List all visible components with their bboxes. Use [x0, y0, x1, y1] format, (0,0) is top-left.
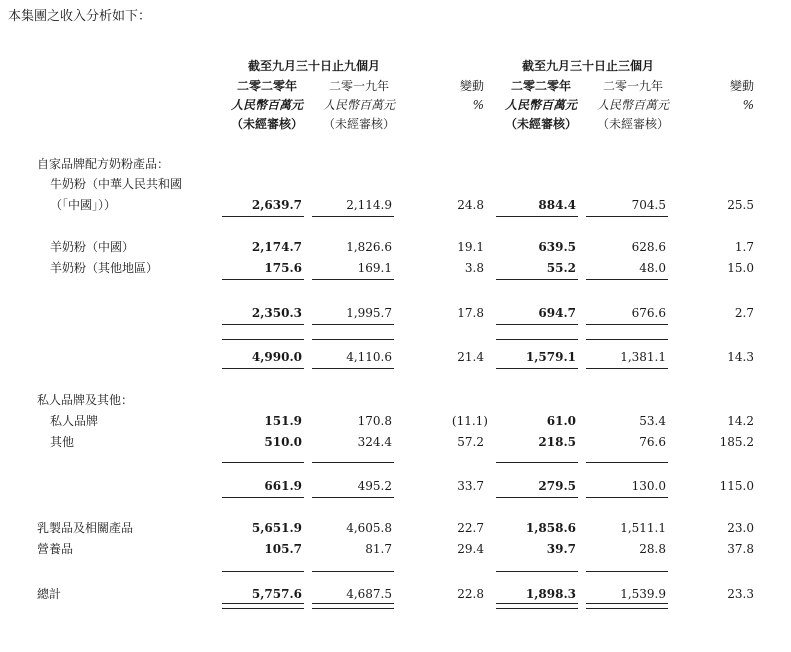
cell-3m-2020: 218.5	[538, 435, 576, 449]
double-underline	[586, 603, 668, 609]
underline	[586, 462, 668, 463]
underline	[496, 279, 578, 280]
underline	[312, 497, 394, 498]
header-3m-2019-unaudited: （未經審核）	[596, 117, 669, 131]
row-label: 羊奶粉（其他地區）	[50, 261, 159, 275]
cell-3m-2019: 628.6	[631, 240, 666, 254]
underline	[312, 339, 394, 340]
underline	[586, 368, 668, 369]
underline	[586, 216, 668, 217]
cell-3m-change: 37.8	[727, 542, 754, 556]
header-3m-2019: 二零一九年	[602, 79, 663, 93]
underline	[222, 462, 304, 463]
cell-3m-2020: 694.7	[538, 306, 576, 320]
cell-3m-2020: 1,858.6	[525, 521, 576, 535]
underline	[496, 497, 578, 498]
double-underline	[496, 603, 578, 609]
header-9m-2020-unaudited: （未經審核）	[230, 117, 303, 131]
row-label: 其他	[50, 435, 75, 449]
underline	[586, 324, 668, 325]
underline	[312, 368, 394, 369]
cell-3m-2019: 676.6	[631, 306, 666, 320]
cell-9m-2019: 81.7	[365, 542, 392, 556]
cell-9m-2019: 4,110.6	[346, 350, 392, 364]
cell-9m-2020: 105.7	[264, 542, 302, 556]
cell-9m-2020: 2,350.3	[251, 306, 302, 320]
cell-3m-change: 23.3	[727, 587, 754, 601]
underline	[312, 324, 394, 325]
cell-3m-change: 185.2	[719, 435, 754, 449]
cell-9m-2020: 510.0	[264, 435, 302, 449]
section-own-brand: 自家品牌配方奶粉產品：	[37, 157, 170, 171]
underline	[312, 571, 394, 572]
cell-3m-2020: 1,579.1	[525, 350, 576, 364]
header-9m-2019-unaudited: （未經審核）	[322, 117, 395, 131]
cell-9m-change: 19.1	[457, 240, 484, 254]
cell-3m-2019: 1,381.1	[620, 350, 666, 364]
underline	[222, 279, 304, 280]
header-three-months: 截至九月三十日止三個月	[521, 59, 654, 73]
header-3m-2020-unaudited: （未經審核）	[504, 117, 577, 131]
cell-9m-2019: 2,114.9	[346, 198, 392, 212]
cell-9m-2020: 4,990.0	[251, 350, 302, 364]
underline	[222, 497, 304, 498]
header-3m-2020-currency: 人民幣百萬元	[504, 98, 577, 112]
cell-9m-2020: 5,651.9	[251, 521, 302, 535]
cell-9m-change: (11.1)	[451, 414, 488, 428]
cell-9m-change: 21.4	[457, 350, 484, 364]
cell-3m-2019: 704.5	[631, 198, 666, 212]
cell-3m-2019: 28.8	[639, 542, 666, 556]
row-label: 營養品	[37, 542, 74, 556]
underline	[222, 216, 304, 217]
underline	[222, 339, 304, 340]
row-label: 羊奶粉（中國）	[50, 240, 135, 254]
cell-9m-change: 17.8	[457, 306, 484, 320]
row-label-total: 總計	[37, 587, 62, 601]
cell-3m-2019: 48.0	[639, 261, 666, 275]
cell-9m-change: 22.7	[457, 521, 484, 535]
cell-9m-2019: 1,995.7	[346, 306, 392, 320]
cell-3m-2019: 1,539.9	[620, 587, 666, 601]
cell-9m-change: 33.7	[457, 479, 484, 493]
header-3m-percent: %	[742, 98, 754, 112]
cell-9m-2019: 169.1	[357, 261, 392, 275]
cell-3m-2020: 61.0	[546, 414, 576, 428]
cell-3m-change: 14.2	[727, 414, 754, 428]
underline	[222, 368, 304, 369]
underline	[312, 216, 394, 217]
cell-9m-2020: 5,757.6	[251, 587, 302, 601]
underline	[496, 462, 578, 463]
cell-9m-2019: 495.2	[357, 479, 392, 493]
header-9m-percent: %	[472, 98, 484, 112]
cell-3m-change: 15.0	[727, 261, 754, 275]
cell-9m-2019: 4,687.5	[346, 587, 392, 601]
cell-9m-2019: 1,826.6	[346, 240, 392, 254]
double-underline	[312, 603, 394, 609]
underline	[222, 571, 304, 572]
cell-9m-change: 29.4	[457, 542, 484, 556]
underline	[586, 497, 668, 498]
cell-9m-2020: 661.9	[264, 479, 302, 493]
underline	[586, 339, 668, 340]
header-3m-change: 變動	[729, 79, 754, 93]
cell-9m-2019: 170.8	[357, 414, 392, 428]
header-9m-2020-currency: 人民幣百萬元	[230, 98, 303, 112]
cell-3m-2019: 1,511.1	[620, 521, 666, 535]
cell-3m-change: 2.7	[734, 306, 754, 320]
row-label: 私人品牌	[50, 414, 99, 428]
underline	[222, 324, 304, 325]
cell-9m-2020: 2,639.7	[251, 198, 302, 212]
underline	[496, 339, 578, 340]
cell-3m-change: 23.0	[727, 521, 754, 535]
cell-3m-2019: 53.4	[639, 414, 666, 428]
cell-9m-change: 3.8	[464, 261, 484, 275]
header-9m-2019: 二零一九年	[328, 79, 389, 93]
cell-9m-2020: 151.9	[264, 414, 302, 428]
header-9m-2020: 二零二零年	[236, 79, 297, 93]
underline	[496, 368, 578, 369]
cell-3m-2020: 55.2	[546, 261, 576, 275]
row-label: 乳製品及相關產品	[37, 521, 134, 535]
cell-9m-2020: 2,174.7	[251, 240, 302, 254]
underline	[496, 571, 578, 572]
cell-3m-change: 25.5	[727, 198, 754, 212]
cell-9m-2019: 324.4	[357, 435, 392, 449]
underline	[496, 216, 578, 217]
section-private-brand: 私人品牌及其他：	[37, 393, 134, 407]
cell-3m-2020: 39.7	[546, 542, 576, 556]
cell-3m-2020: 1,898.3	[525, 587, 576, 601]
underline	[586, 279, 668, 280]
underline	[312, 279, 394, 280]
cell-3m-2020: 279.5	[538, 479, 576, 493]
underline	[586, 571, 668, 572]
intro-text: 本集團之收入分析如下：	[8, 9, 152, 24]
row-label: 牛奶粉（中華人民共和國	[50, 177, 183, 191]
cell-3m-2020: 639.5	[538, 240, 576, 254]
row-label-continued: （「中國」））	[50, 198, 117, 212]
header-nine-months: 截至九月三十日止九個月	[247, 59, 380, 73]
cell-9m-2019: 4,605.8	[346, 521, 392, 535]
cell-3m-2019: 76.6	[639, 435, 666, 449]
header-3m-2019-currency: 人民幣百萬元	[596, 98, 669, 112]
cell-3m-2020: 884.4	[538, 198, 576, 212]
cell-3m-change: 115.0	[719, 479, 754, 493]
underline	[312, 462, 394, 463]
cell-9m-2020: 175.6	[264, 261, 302, 275]
cell-9m-change: 22.8	[457, 587, 484, 601]
cell-3m-2019: 130.0	[631, 479, 666, 493]
cell-9m-change: 57.2	[457, 435, 484, 449]
cell-3m-change: 1.7	[734, 240, 754, 254]
double-underline	[222, 603, 304, 609]
underline	[496, 324, 578, 325]
cell-3m-change: 14.3	[727, 350, 754, 364]
header-3m-2020: 二零二零年	[510, 79, 571, 93]
header-9m-change: 變動	[459, 79, 484, 93]
cell-9m-change: 24.8	[457, 198, 484, 212]
header-9m-2019-currency: 人民幣百萬元	[322, 98, 395, 112]
